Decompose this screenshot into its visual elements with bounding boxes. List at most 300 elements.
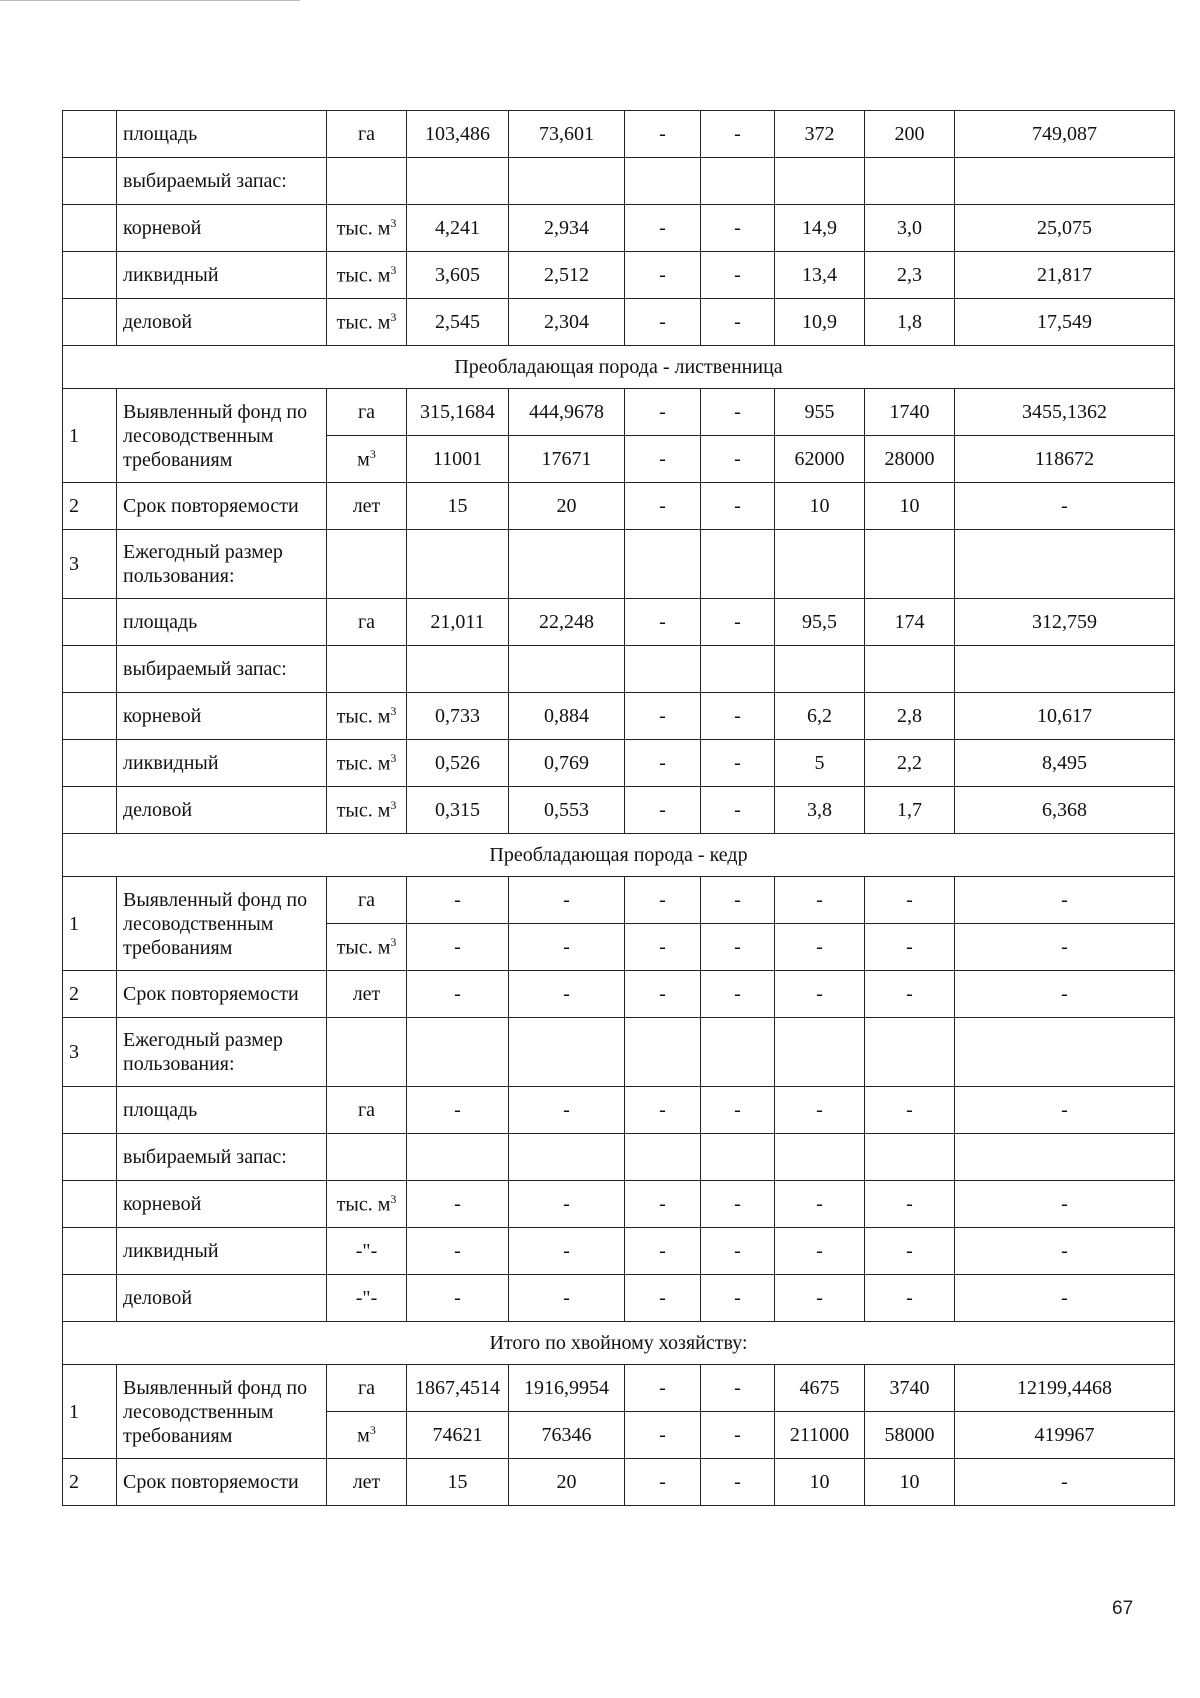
value-cell: 73,601: [509, 111, 625, 158]
row-number: 2: [63, 971, 117, 1018]
unit-text: тыс. м: [336, 311, 391, 334]
value-cell: 118672: [955, 436, 1175, 483]
table-row: [63, 158, 1175, 205]
row-number: [63, 787, 117, 834]
row-label: площадь: [117, 599, 327, 646]
unit-cell: [327, 205, 407, 252]
value-cell: -: [407, 1275, 509, 1322]
table-row: [63, 971, 1175, 1018]
value-cell: -: [509, 1181, 625, 1228]
row-label: деловой: [117, 787, 327, 834]
value-cell: 0,884: [509, 693, 625, 740]
unit-superscript: 3: [369, 1422, 376, 1437]
row-number: 1: [63, 389, 117, 483]
unit-superscript: 3: [390, 934, 397, 949]
table-row: [63, 1459, 1175, 1506]
value-cell: 3455,1362: [955, 389, 1175, 436]
value-cell: -: [865, 1087, 955, 1134]
value-cell: -: [625, 111, 701, 158]
section-title: Преобладающая порода - кедр: [63, 834, 1175, 877]
table-row: [63, 111, 1175, 158]
value-cell: -: [955, 1228, 1175, 1275]
table-row: [63, 205, 1175, 252]
value-cell: 2,545: [407, 299, 509, 346]
value-cell: [955, 530, 1175, 599]
row-number: 2: [63, 1459, 117, 1506]
table-row: [63, 1018, 1175, 1087]
value-cell: 2,2: [865, 740, 955, 787]
value-cell: 3740: [865, 1365, 955, 1412]
value-cell: -: [955, 1181, 1175, 1228]
table-row: [63, 1365, 1175, 1412]
value-cell: [865, 1018, 955, 1087]
table-row: [63, 299, 1175, 346]
value-cell: 174: [865, 599, 955, 646]
forest-use-table: [62, 110, 1175, 1506]
row-label: ликвидный: [117, 740, 327, 787]
value-cell: 20: [509, 483, 625, 530]
unit-cell: лет: [327, 1459, 407, 1506]
value-cell: 17671: [509, 436, 625, 483]
value-cell: 3,605: [407, 252, 509, 299]
value-cell: [701, 1018, 775, 1087]
page-number: 67: [1112, 1598, 1134, 1619]
row-label: Ежегодный размер пользования:: [117, 530, 327, 599]
value-cell: 372: [775, 111, 865, 158]
unit-text: тыс. м: [336, 936, 391, 959]
row-label: выбираемый запас:: [117, 646, 327, 693]
unit-cell: га: [327, 1365, 407, 1412]
unit-cell: лет: [327, 971, 407, 1018]
value-cell: -: [509, 1275, 625, 1322]
value-cell: -: [775, 1275, 865, 1322]
value-cell: 76346: [509, 1412, 625, 1459]
value-cell: 62000: [775, 436, 865, 483]
value-cell: 749,087: [955, 111, 1175, 158]
row-label: Выявленный фонд по лесоводственным требованиям: [117, 877, 327, 971]
row-label: Выявленный фонд по лесоводственным требованиям: [117, 1365, 327, 1459]
row-number: 3: [63, 530, 117, 599]
value-cell: -: [955, 1459, 1175, 1506]
value-cell: [775, 1134, 865, 1181]
unit-cell: га: [327, 389, 407, 436]
value-cell: 74621: [407, 1412, 509, 1459]
unit-text: тыс. м: [336, 1193, 391, 1216]
value-cell: 200: [865, 111, 955, 158]
value-cell: 0,769: [509, 740, 625, 787]
row-number: [63, 158, 117, 205]
value-cell: 103,486: [407, 111, 509, 158]
value-cell: -: [701, 483, 775, 530]
table-row: [63, 483, 1175, 530]
row-number: [63, 646, 117, 693]
unit-cell: -"-: [327, 1275, 407, 1322]
row-number: [63, 1275, 117, 1322]
value-cell: [955, 1134, 1175, 1181]
value-cell: -: [509, 924, 625, 971]
row-number: [63, 1087, 117, 1134]
value-cell: -: [955, 483, 1175, 530]
value-cell: -: [701, 252, 775, 299]
row-number: [63, 299, 117, 346]
section-header-row: [63, 834, 1175, 877]
table-row: [63, 530, 1175, 599]
value-cell: -: [407, 877, 509, 924]
row-label: Срок повторяемости: [117, 483, 327, 530]
value-cell: [509, 1018, 625, 1087]
row-label: Ежегодный размер пользования:: [117, 1018, 327, 1087]
value-cell: -: [701, 1365, 775, 1412]
value-cell: -: [775, 924, 865, 971]
scan-edge-line: [0, 0, 300, 1]
row-number: [63, 599, 117, 646]
value-cell: 28000: [865, 436, 955, 483]
value-cell: [701, 646, 775, 693]
value-cell: -: [625, 1365, 701, 1412]
unit-cell: [327, 1412, 407, 1459]
value-cell: -: [865, 1275, 955, 1322]
section-header-row: [63, 1322, 1175, 1365]
unit-cell: [327, 1134, 407, 1181]
value-cell: -: [625, 693, 701, 740]
unit-cell: [327, 646, 407, 693]
value-cell: 58000: [865, 1412, 955, 1459]
section-title: Итого по хвойному хозяйству:: [63, 1322, 1175, 1365]
value-cell: -: [625, 924, 701, 971]
value-cell: -: [955, 877, 1175, 924]
value-cell: [625, 1018, 701, 1087]
value-cell: [701, 530, 775, 599]
value-cell: 22,248: [509, 599, 625, 646]
value-cell: -: [407, 1228, 509, 1275]
value-cell: -: [865, 1181, 955, 1228]
value-cell: 14,9: [775, 205, 865, 252]
row-label: Выявленный фонд по лесоводственным требованиям: [117, 389, 327, 483]
unit-superscript: 3: [390, 703, 397, 718]
row-label: выбираемый запас:: [117, 1134, 327, 1181]
value-cell: 8,495: [955, 740, 1175, 787]
value-cell: 4675: [775, 1365, 865, 1412]
table-row: [63, 740, 1175, 787]
value-cell: -: [625, 1181, 701, 1228]
value-cell: [775, 158, 865, 205]
table-row: [63, 389, 1175, 436]
section-header-row: [63, 346, 1175, 389]
unit-text: тыс. м: [336, 217, 391, 240]
value-cell: -: [625, 252, 701, 299]
unit-cell: га: [327, 599, 407, 646]
value-cell: [865, 158, 955, 205]
table-row: [63, 1228, 1175, 1275]
value-cell: 10,9: [775, 299, 865, 346]
value-cell: [407, 1018, 509, 1087]
value-cell: -: [625, 299, 701, 346]
value-cell: -: [407, 1087, 509, 1134]
value-cell: 10: [865, 1459, 955, 1506]
value-cell: 20: [509, 1459, 625, 1506]
table-row: [63, 252, 1175, 299]
value-cell: 0,733: [407, 693, 509, 740]
section-title: Преобладающая порода - лиственница: [63, 346, 1175, 389]
row-number: [63, 1181, 117, 1228]
table-row: [63, 693, 1175, 740]
value-cell: 10: [775, 1459, 865, 1506]
value-cell: -: [625, 1275, 701, 1322]
value-cell: -: [701, 924, 775, 971]
value-cell: -: [955, 924, 1175, 971]
value-cell: [625, 646, 701, 693]
value-cell: -: [955, 1275, 1175, 1322]
value-cell: -: [701, 740, 775, 787]
unit-cell: -"-: [327, 1228, 407, 1275]
row-number: [63, 252, 117, 299]
value-cell: 1,8: [865, 299, 955, 346]
value-cell: -: [775, 1181, 865, 1228]
unit-superscript: 3: [390, 215, 397, 230]
value-cell: -: [625, 1412, 701, 1459]
unit-cell: га: [327, 877, 407, 924]
unit-cell: [327, 158, 407, 205]
table-row: [63, 1275, 1175, 1322]
row-number: [63, 1228, 117, 1275]
value-cell: [407, 530, 509, 599]
value-cell: 955: [775, 389, 865, 436]
value-cell: 2,512: [509, 252, 625, 299]
value-cell: -: [701, 111, 775, 158]
row-number: 1: [63, 1365, 117, 1459]
value-cell: -: [701, 1087, 775, 1134]
value-cell: [955, 646, 1175, 693]
value-cell: [865, 1134, 955, 1181]
value-cell: [775, 1018, 865, 1087]
unit-cell: га: [327, 1087, 407, 1134]
value-cell: 10: [775, 483, 865, 530]
table-row: [63, 599, 1175, 646]
value-cell: -: [701, 1412, 775, 1459]
value-cell: -: [625, 877, 701, 924]
row-label: ликвидный: [117, 252, 327, 299]
value-cell: -: [701, 971, 775, 1018]
value-cell: 6,2: [775, 693, 865, 740]
value-cell: -: [701, 299, 775, 346]
value-cell: [407, 158, 509, 205]
value-cell: [407, 1134, 509, 1181]
unit-text: м: [357, 448, 370, 471]
value-cell: 419967: [955, 1412, 1175, 1459]
row-number: [63, 111, 117, 158]
value-cell: 21,011: [407, 599, 509, 646]
value-cell: 4,241: [407, 205, 509, 252]
table-row: [63, 1087, 1175, 1134]
value-cell: 1740: [865, 389, 955, 436]
unit-cell: [327, 787, 407, 834]
value-cell: -: [865, 971, 955, 1018]
value-cell: 315,1684: [407, 389, 509, 436]
value-cell: 11001: [407, 436, 509, 483]
row-label: ликвидный: [117, 1228, 327, 1275]
table-row: [63, 877, 1175, 924]
unit-superscript: 3: [390, 1191, 397, 1206]
value-cell: -: [625, 1087, 701, 1134]
value-cell: -: [865, 1228, 955, 1275]
value-cell: 211000: [775, 1412, 865, 1459]
value-cell: 2,304: [509, 299, 625, 346]
unit-cell: [327, 924, 407, 971]
row-number: [63, 205, 117, 252]
value-cell: -: [625, 436, 701, 483]
value-cell: -: [509, 877, 625, 924]
value-cell: [509, 1134, 625, 1181]
value-cell: -: [625, 787, 701, 834]
value-cell: 21,817: [955, 252, 1175, 299]
unit-cell: [327, 740, 407, 787]
row-label: площадь: [117, 1087, 327, 1134]
value-cell: 2,3: [865, 252, 955, 299]
value-cell: -: [701, 389, 775, 436]
table-row: [63, 646, 1175, 693]
value-cell: 12199,4468: [955, 1365, 1175, 1412]
value-cell: -: [701, 1228, 775, 1275]
unit-text: м: [357, 1424, 370, 1447]
table-row: [63, 1134, 1175, 1181]
value-cell: -: [701, 693, 775, 740]
unit-cell: [327, 436, 407, 483]
value-cell: 17,549: [955, 299, 1175, 346]
table-row: [63, 1181, 1175, 1228]
value-cell: [775, 530, 865, 599]
value-cell: -: [407, 1181, 509, 1228]
unit-superscript: 3: [390, 750, 397, 765]
value-cell: [509, 646, 625, 693]
value-cell: 95,5: [775, 599, 865, 646]
value-cell: 10: [865, 483, 955, 530]
value-cell: [407, 646, 509, 693]
value-cell: -: [701, 787, 775, 834]
value-cell: [625, 1134, 701, 1181]
value-cell: -: [625, 389, 701, 436]
value-cell: -: [955, 1087, 1175, 1134]
value-cell: -: [775, 1228, 865, 1275]
value-cell: -: [865, 924, 955, 971]
table-row: [63, 787, 1175, 834]
value-cell: 1867,4514: [407, 1365, 509, 1412]
value-cell: 10,617: [955, 693, 1175, 740]
value-cell: [625, 158, 701, 205]
value-cell: -: [625, 1228, 701, 1275]
value-cell: -: [775, 877, 865, 924]
value-cell: -: [625, 1459, 701, 1506]
value-cell: [955, 1018, 1175, 1087]
value-cell: 0,553: [509, 787, 625, 834]
unit-superscript: 3: [390, 309, 397, 324]
value-cell: -: [701, 1459, 775, 1506]
unit-cell: [327, 1181, 407, 1228]
value-cell: -: [625, 483, 701, 530]
value-cell: 0,315: [407, 787, 509, 834]
row-label: корневой: [117, 1181, 327, 1228]
value-cell: 15: [407, 1459, 509, 1506]
row-label: Срок повторяемости: [117, 1459, 327, 1506]
unit-text: тыс. м: [336, 264, 391, 287]
value-cell: -: [955, 971, 1175, 1018]
value-cell: 2,934: [509, 205, 625, 252]
row-label: деловой: [117, 1275, 327, 1322]
value-cell: -: [701, 599, 775, 646]
value-cell: 1,7: [865, 787, 955, 834]
value-cell: 1916,9954: [509, 1365, 625, 1412]
unit-cell: [327, 299, 407, 346]
unit-superscript: 3: [390, 262, 397, 277]
unit-cell: [327, 1018, 407, 1087]
value-cell: -: [775, 1087, 865, 1134]
unit-cell: га: [327, 111, 407, 158]
value-cell: -: [625, 971, 701, 1018]
row-number: 1: [63, 877, 117, 971]
value-cell: -: [625, 599, 701, 646]
row-label: Срок повторяемости: [117, 971, 327, 1018]
value-cell: -: [509, 1087, 625, 1134]
unit-text: тыс. м: [336, 752, 391, 775]
unit-cell: лет: [327, 483, 407, 530]
value-cell: [865, 530, 955, 599]
unit-cell: [327, 693, 407, 740]
unit-cell: [327, 252, 407, 299]
value-cell: 3,8: [775, 787, 865, 834]
value-cell: [775, 646, 865, 693]
value-cell: [865, 646, 955, 693]
value-cell: -: [625, 740, 701, 787]
value-cell: -: [701, 1275, 775, 1322]
value-cell: [509, 530, 625, 599]
row-label: корневой: [117, 693, 327, 740]
value-cell: [509, 158, 625, 205]
row-label: корневой: [117, 205, 327, 252]
value-cell: -: [625, 205, 701, 252]
value-cell: 2,8: [865, 693, 955, 740]
row-number: 2: [63, 483, 117, 530]
value-cell: [701, 158, 775, 205]
value-cell: -: [407, 971, 509, 1018]
value-cell: 3,0: [865, 205, 955, 252]
value-cell: -: [701, 205, 775, 252]
value-cell: [701, 1134, 775, 1181]
value-cell: -: [509, 971, 625, 1018]
value-cell: 312,759: [955, 599, 1175, 646]
value-cell: -: [701, 1181, 775, 1228]
value-cell: -: [509, 1228, 625, 1275]
value-cell: 6,368: [955, 787, 1175, 834]
value-cell: -: [865, 877, 955, 924]
row-number: [63, 740, 117, 787]
value-cell: -: [701, 877, 775, 924]
value-cell: -: [701, 436, 775, 483]
value-cell: [955, 158, 1175, 205]
value-cell: -: [407, 924, 509, 971]
value-cell: 0,526: [407, 740, 509, 787]
value-cell: 13,4: [775, 252, 865, 299]
unit-superscript: 3: [390, 797, 397, 812]
value-cell: -: [775, 971, 865, 1018]
value-cell: 444,9678: [509, 389, 625, 436]
unit-text: тыс. м: [336, 705, 391, 728]
unit-text: тыс. м: [336, 799, 391, 822]
row-label: площадь: [117, 111, 327, 158]
value-cell: 15: [407, 483, 509, 530]
row-label: выбираемый запас:: [117, 158, 327, 205]
row-label: деловой: [117, 299, 327, 346]
row-number: 3: [63, 1018, 117, 1087]
row-number: [63, 693, 117, 740]
